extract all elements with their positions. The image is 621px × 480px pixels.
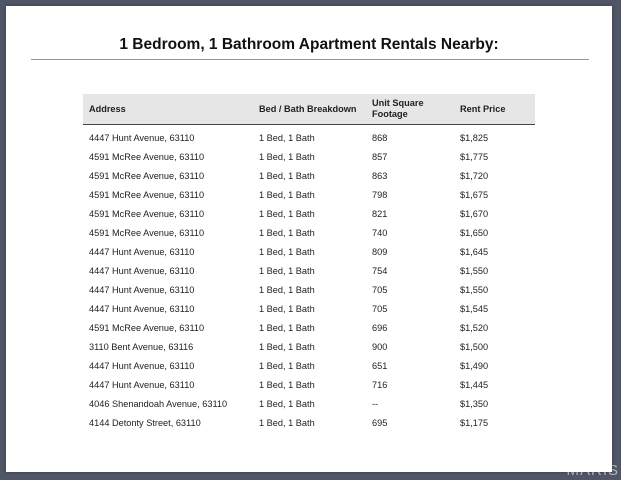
cell-rent-price: $1,825	[460, 132, 489, 143]
cell-bed-bath: 1 Bed, 1 Bath	[259, 132, 315, 143]
table-row	[83, 280, 535, 299]
cell-rent-price: $1,545	[460, 303, 489, 314]
cell-bed-bath: 1 Bed, 1 Bath	[259, 284, 315, 295]
cell-square-footage: 705	[372, 303, 388, 314]
document-page	[6, 6, 612, 472]
cell-square-footage: 651	[372, 360, 388, 371]
cell-square-footage: 809	[372, 246, 388, 257]
cell-bed-bath: 1 Bed, 1 Bath	[259, 151, 315, 162]
table-row	[83, 413, 535, 432]
cell-rent-price: $1,670	[460, 208, 489, 219]
cell-rent-price: $1,490	[460, 360, 489, 371]
cell-address: 4447 Hunt Avenue, 63110	[89, 303, 195, 314]
cell-rent-price: $1,775	[460, 151, 489, 162]
cell-rent-price: $1,650	[460, 227, 489, 238]
table-row	[83, 299, 535, 318]
cell-address: 4447 Hunt Avenue, 63110	[89, 132, 195, 143]
cell-address: 3110 Bent Avenue, 63116	[89, 341, 194, 352]
table-row	[83, 356, 535, 375]
table-header	[83, 94, 535, 125]
cell-square-footage: 798	[372, 189, 388, 200]
column-header-square-footage: Unit Square Footage	[366, 94, 454, 125]
cell-bed-bath: 1 Bed, 1 Bath	[259, 360, 315, 371]
cell-rent-price: $1,175	[460, 417, 489, 428]
cell-rent-price: $1,445	[460, 379, 489, 390]
table-row	[83, 204, 535, 223]
cell-rent-price: $1,675	[460, 189, 489, 200]
cell-rent-price: $1,550	[460, 284, 489, 295]
rentals-table	[83, 94, 535, 432]
cell-address: 4447 Hunt Avenue, 63110	[89, 284, 195, 295]
table-row	[83, 375, 535, 394]
cell-rent-price: $1,645	[460, 246, 489, 257]
cell-square-footage: 696	[372, 322, 388, 333]
table-row	[83, 125, 535, 148]
cell-rent-price: $1,350	[460, 398, 489, 409]
cell-bed-bath: 1 Bed, 1 Bath	[259, 303, 315, 314]
cell-rent-price: $1,550	[460, 265, 489, 276]
cell-address: 4591 McRee Avenue, 63110	[89, 208, 205, 219]
cell-address: 4591 McRee Avenue, 63110	[89, 322, 205, 333]
cell-bed-bath: 1 Bed, 1 Bath	[259, 417, 315, 428]
cell-square-footage: 863	[372, 170, 388, 181]
cell-bed-bath: 1 Bed, 1 Bath	[259, 379, 315, 390]
cell-address: 4591 McRee Avenue, 63110	[89, 189, 205, 200]
column-header-address: Address	[83, 94, 253, 125]
cell-square-footage: 868	[372, 132, 388, 143]
cell-square-footage: 705	[372, 284, 388, 295]
cell-bed-bath: 1 Bed, 1 Bath	[259, 341, 315, 352]
cell-address: 4447 Hunt Avenue, 63110	[89, 265, 195, 276]
cell-bed-bath: 1 Bed, 1 Bath	[259, 170, 315, 181]
table-header-row	[83, 94, 535, 125]
cell-bed-bath: 1 Bed, 1 Bath	[259, 189, 315, 200]
cell-square-footage: 716	[372, 379, 388, 390]
table-row	[83, 394, 535, 413]
cell-square-footage: 900	[372, 341, 388, 352]
cell-bed-bath: 1 Bed, 1 Bath	[259, 227, 315, 238]
cell-address: 4447 Hunt Avenue, 63110	[89, 360, 195, 371]
cell-address: 4591 McRee Avenue, 63110	[89, 170, 205, 181]
cell-bed-bath: 1 Bed, 1 Bath	[259, 398, 315, 409]
maris-watermark: MARIS	[566, 462, 619, 479]
table-row	[83, 185, 535, 204]
cell-square-footage: 821	[372, 208, 388, 219]
table-row	[83, 318, 535, 337]
cell-address: 4591 McRee Avenue, 63110	[89, 227, 205, 238]
cell-square-footage: 740	[372, 227, 388, 238]
cell-bed-bath: 1 Bed, 1 Bath	[259, 246, 315, 257]
column-header-bed-bath: Bed / Bath Breakdown	[253, 94, 366, 125]
page-title: 1 Bedroom, 1 Bathroom Apartment Rentals Nearby:	[119, 36, 499, 53]
cell-bed-bath: 1 Bed, 1 Bath	[259, 265, 315, 276]
table-row	[83, 242, 535, 261]
cell-square-footage: --	[372, 398, 379, 409]
cell-rent-price: $1,520	[460, 322, 489, 333]
cell-square-footage: 857	[372, 151, 388, 162]
cell-square-footage: 754	[372, 265, 388, 276]
table-row	[83, 223, 535, 242]
cell-rent-price: $1,720	[460, 170, 489, 181]
table-row	[83, 337, 535, 356]
cell-address: 4591 McRee Avenue, 63110	[89, 151, 205, 162]
cell-bed-bath: 1 Bed, 1 Bath	[259, 208, 315, 219]
column-header-rent-price: Rent Price	[454, 94, 535, 125]
cell-address: 4447 Hunt Avenue, 63110	[89, 246, 195, 257]
cell-address: 4046 Shenandoah Avenue, 63110	[89, 398, 228, 409]
cell-rent-price: $1,500	[460, 341, 489, 352]
table-body	[83, 125, 535, 433]
cell-address: 4144 Detonty Street, 63110	[89, 417, 201, 428]
cell-square-footage: 695	[372, 417, 388, 428]
table-row	[83, 261, 535, 280]
table-row	[83, 147, 535, 166]
cell-bed-bath: 1 Bed, 1 Bath	[259, 322, 315, 333]
table-row	[83, 166, 535, 185]
cell-address: 4447 Hunt Avenue, 63110	[89, 379, 195, 390]
title-divider	[31, 59, 589, 60]
